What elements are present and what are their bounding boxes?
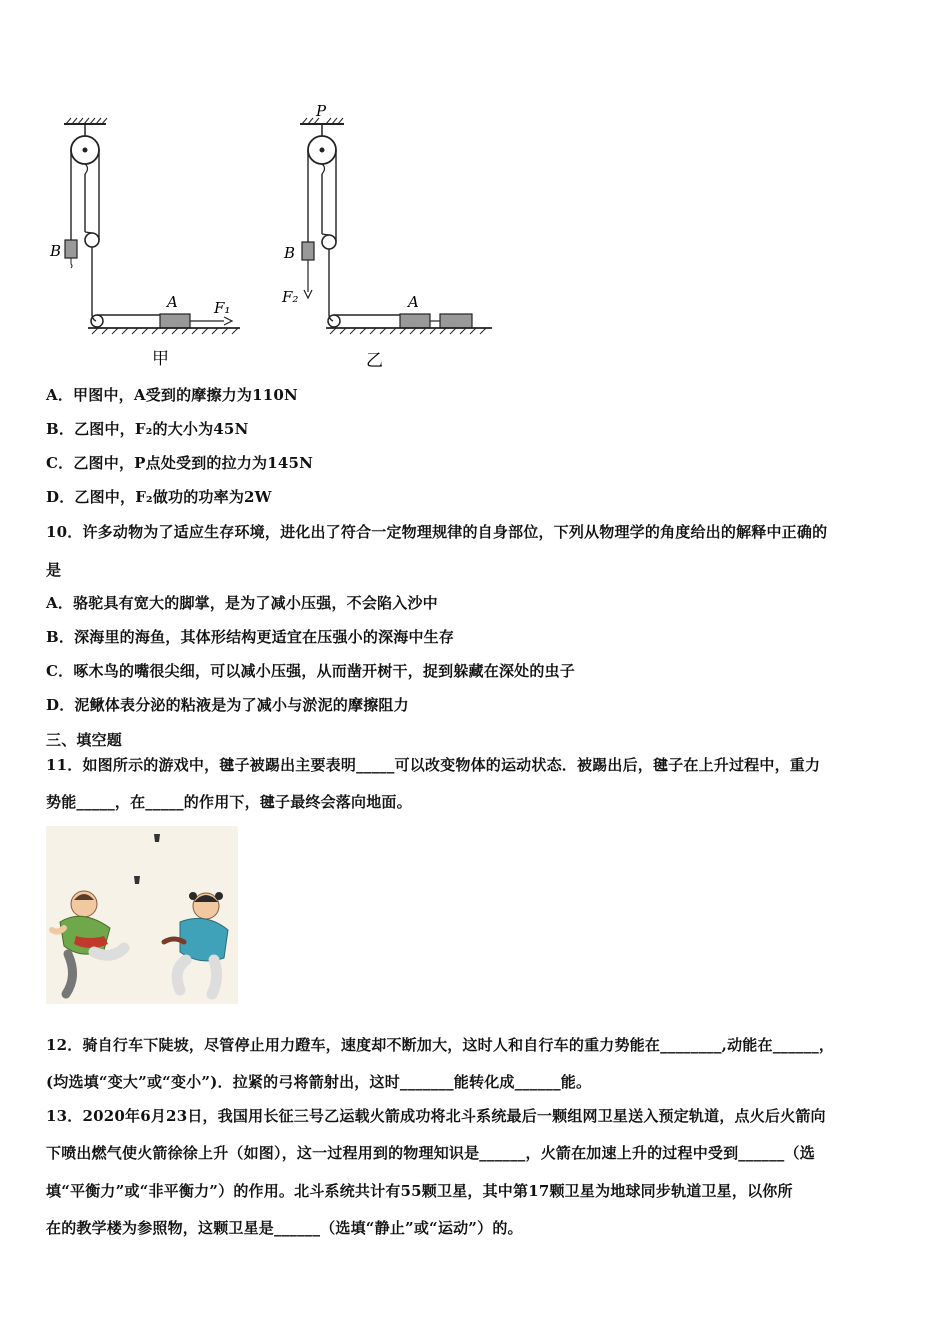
q12-line2: (均选填“变大”或“变小”)．拉紧的弓将箭射出，这时_______能转化成______能。	[46, 1073, 592, 1091]
q10-option-a: A．骆驼具有宽大的脚掌，是为了减小压强，不会陷入沙中	[46, 594, 438, 612]
label-A: A	[167, 293, 178, 311]
label-B: B	[50, 242, 62, 260]
q10-option-c: C．啄木鸟的嘴很尖细，可以减小压强，从而凿开树干，捉到躲藏在深处的虫子	[46, 662, 575, 680]
q11-line2: 势能_____，在_____的作用下，毽子最终会落向地面。	[46, 793, 412, 811]
q13-line3: 填“平衡力”或“非平衡力”）的作用。北斗系统共计有55颗卫星，其中第17颗卫星为地球同步轨道卫星，以你所	[46, 1182, 793, 1200]
section-title: 三、填空题	[46, 731, 123, 749]
label-P: P	[316, 102, 327, 120]
caption-jia: 甲	[152, 349, 169, 369]
q13-line2: 下喷出燃气使火箭徐徐上升（如图），这一过程用到的物理知识是______，火箭在加速上升的过程中受到______（选	[46, 1144, 815, 1162]
kids-kicking-shuttlecock-image	[46, 826, 238, 1004]
shuttlecock-illustration	[46, 826, 238, 1004]
q10-option-d: D．泥鳅体表分泌的粘液是为了减小与淤泥的摩擦阻力	[46, 696, 409, 714]
q9-option-a: A．甲图中，A受到的摩擦力为110N	[46, 386, 298, 404]
label-A: A	[408, 293, 419, 311]
caption-yi: 乙	[366, 351, 383, 371]
q13-line4: 在的教学楼为参照物，这颗卫星是______（选填“静止”或“运动”）的。	[46, 1219, 523, 1237]
pulley-diagram-yi	[278, 96, 508, 380]
figure-yi	[278, 96, 508, 380]
label-F2: F₂	[282, 288, 299, 306]
q10-stem-line2: 是	[46, 561, 62, 579]
figure-jia	[40, 110, 260, 380]
q13-line1: 13．2020年6月23日，我国用长征三号乙运载火箭成功将北斗系统最后一颗组网卫星送入预定轨道，点火后火箭向	[46, 1107, 826, 1125]
q9-option-b: B．乙图中，F₂的大小为45N	[46, 420, 249, 438]
q9-option-d: D．乙图中，F₂做功的功率为2W	[46, 488, 272, 506]
pulley-diagram-jia	[40, 110, 260, 380]
q10-stem-line1: 10．许多动物为了适应生存环境，进化出了符合一定物理规律的自身部位，下列从物理学的角度给出的解释中正确的	[46, 523, 828, 541]
q9-option-c: C．乙图中，P点处受到的拉力为145N	[46, 454, 314, 472]
label-F1: F₁	[214, 299, 231, 317]
label-B: B	[284, 244, 296, 262]
q12-line1: 12．骑自行车下陡坡，尽管停止用力蹬车，速度却不断加大，这时人和自行车的重力势能在________,动能在______，	[46, 1036, 835, 1054]
q10-option-b: B．深海里的海鱼，其体形结构更适宜在压强小的深海中生存	[46, 628, 455, 646]
q11-line1: 11．如图所示的游戏中，毽子被踢出主要表明_____可以改变物体的运动状态．被踢出后，毽子在上升过程中，重力	[46, 756, 821, 774]
